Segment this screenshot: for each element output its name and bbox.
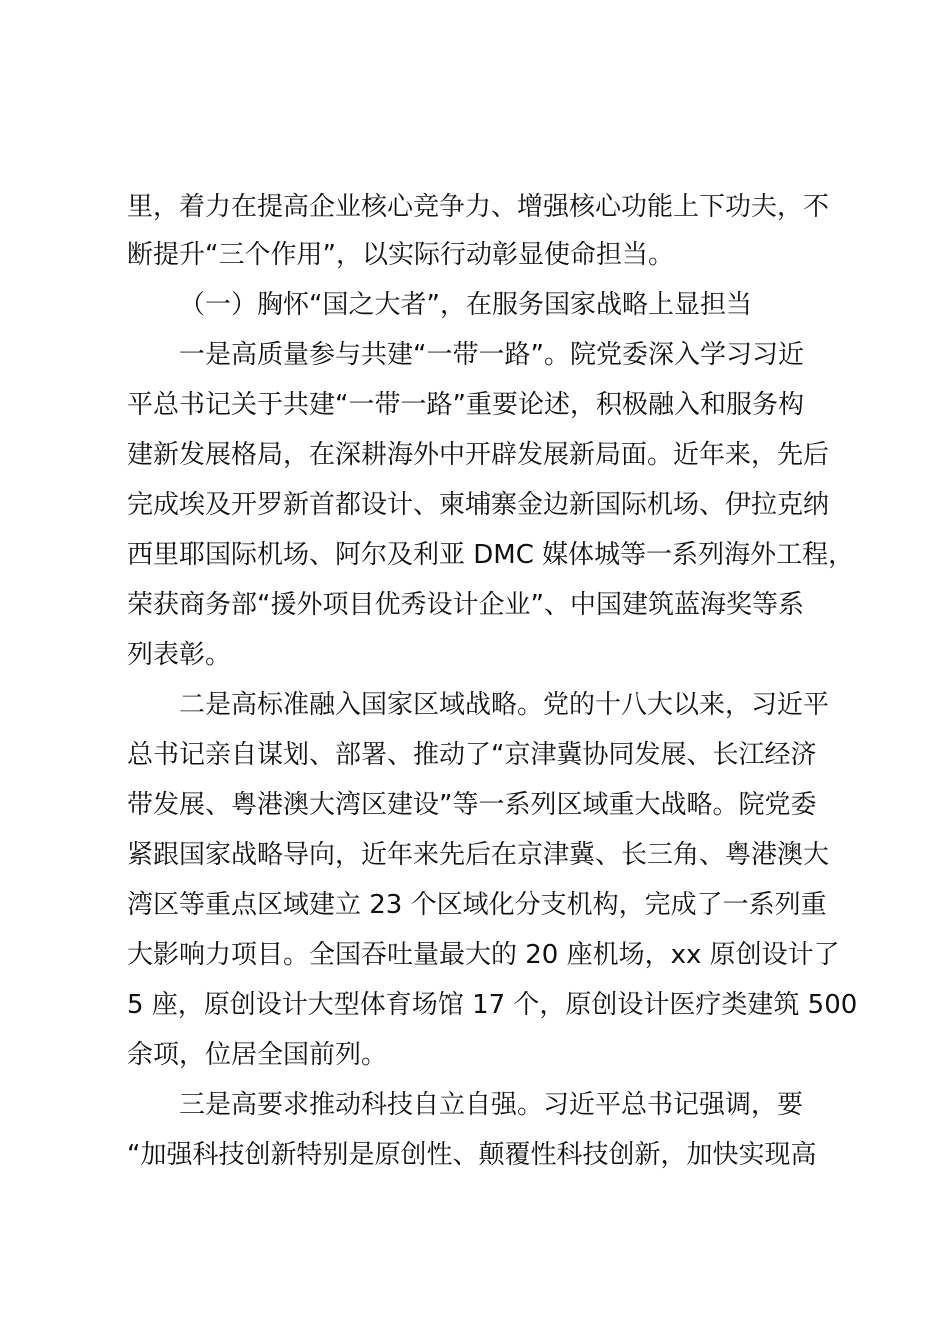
text-line: 湾区等重点区域建立 23 个区域化分支机构，完成了一系列重 [127,890,827,920]
text-line: 紧跟国家战略导向，近年来先后在京津冀、长三角、粤港澳大 [127,840,830,870]
text-line: 建新发展格局，在深耕海外中开辟发展新局面。近年来，先后 [127,440,830,470]
text-line: 西里耶国际机场、阿尔及利亚 DMC 媒体城等一系列海外工程， [127,540,855,570]
text-line: 平总书记关于共建“一带一路”重要论述，积极融入和服务构 [127,390,804,420]
text-line: 总书记亲自谋划、部署、推动了“京津冀协同发展、长江经济 [127,740,817,770]
text-line: 列表彰。 [127,640,232,670]
text-line: 断提升“三个作用”，以实际行动彰显使命担当。 [127,240,674,270]
text-line: 带发展、粤港澳大湾区建设”等一系列区域重大战略。院党委 [127,790,817,820]
text-line: 荣获商务部“援外项目优秀设计企业”、中国建筑蓝海奖等系 [127,590,804,620]
text-line: “加强科技创新特别是原创性、颠覆性科技创新，加快实现高 [127,1140,817,1170]
paragraph-first-line: 三是高要求推动科技自立自强。习近平总书记强调，要 [179,1090,804,1120]
text-line: 5 座，原创设计大型体育场馆 17 个，原创设计医疗类建筑 500 [127,990,858,1020]
text-line: 里，着力在提高企业核心竞争力、增强核心功能上下功夫，不 [127,192,830,222]
section-heading: （一）胸怀“国之大者”，在服务国家战略上显担当 [179,290,752,320]
text-line: 大影响力项目。全国吞吐量最大的 20 座机场，xx 原创设计了 [127,940,840,970]
paragraph-first-line: 二是高标准融入国家区域战略。党的十八大以来，习近平 [179,690,830,720]
text-line: 完成埃及开罗新首都设计、柬埔寨金边新国际机场、伊拉克纳 [127,490,830,520]
text-line: 余项，位居全国前列。 [127,1040,388,1070]
paragraph-first-line: 一是高质量参与共建“一带一路”。院党委深入学习习近 [179,340,804,370]
